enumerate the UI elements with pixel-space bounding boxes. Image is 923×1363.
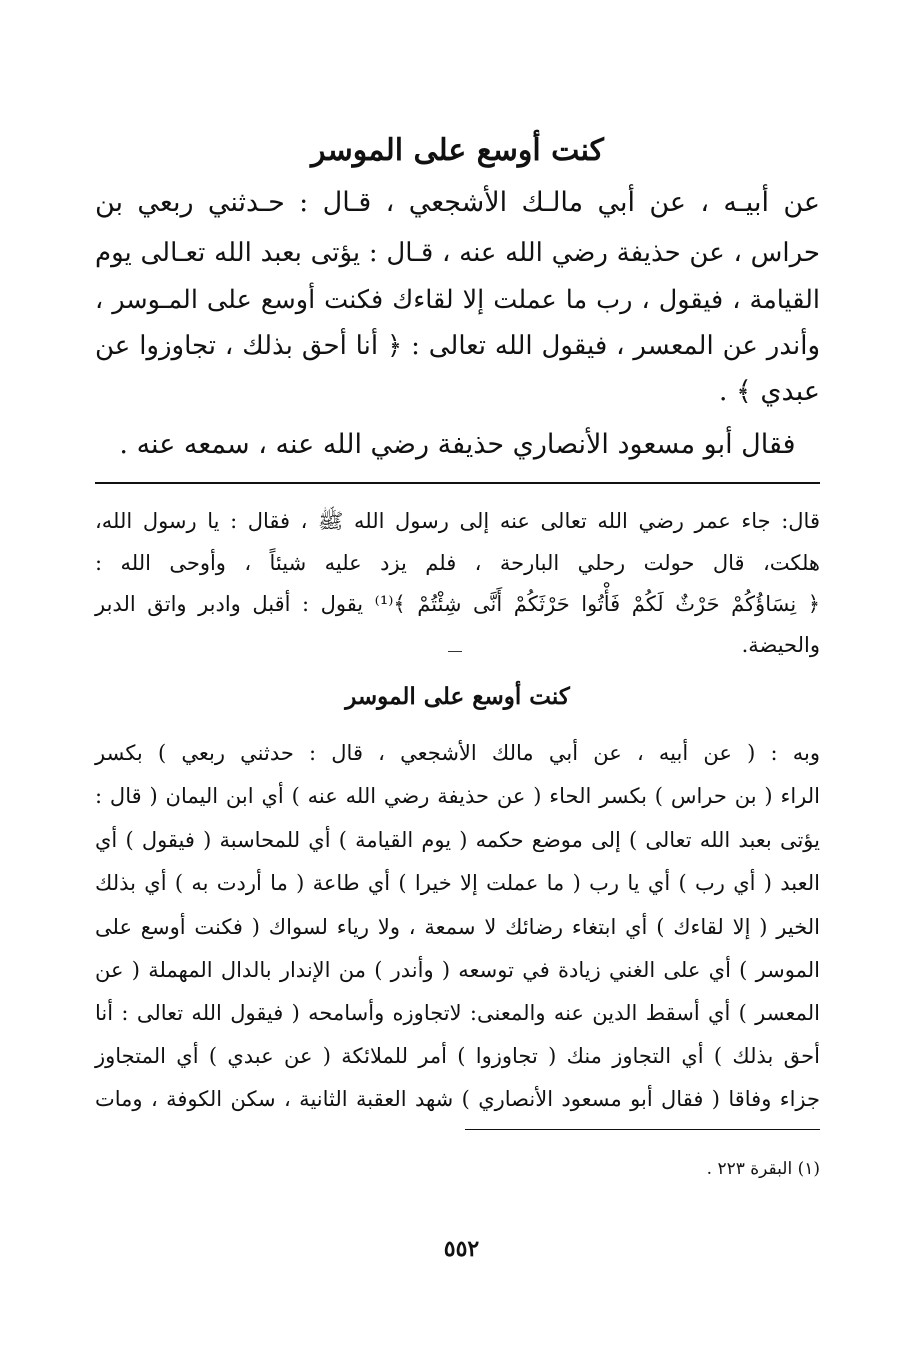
- main-line: حراس ، عن حذيفة رضي الله عنه ، قـال : يؤتى بعبد الله تعـالى يوم: [95, 238, 820, 268]
- section-divider: [95, 482, 820, 484]
- main-line: وأندر عن المعسر ، فيقول الله تعالى : ﴿ أنا أحق بذلك ، تجاوزوا عن: [95, 331, 820, 361]
- commentary-title: كنت أوسع على الموسر: [345, 683, 570, 710]
- commentary-line: وبه : ( عن أبيه ، عن أبي مالك الأشجعي ، قال : حدثني ربعي ) بكسر: [95, 741, 820, 765]
- commentary-line: جزاء وفاقا ( فقال أبو مسعود الأنصاري ) شهد العقبة الثانية ، سكن الكوفة ، ومات: [95, 1087, 820, 1111]
- footnote: (١) البقرة ٢٢٣ .: [706, 1159, 820, 1179]
- commentary-line: العبد ( أي رب ) أي يا رب ( ما عملت إلا خيرا ) أي طاعة ( ما أردت به ) أي بذلك: [95, 871, 820, 895]
- main-line: عبدي ﴾ .: [718, 376, 820, 407]
- main-line: القيامة ، فيقول ، رب ما عملت إلا لقاءك فكنت أوسع على المـوسر ،: [95, 285, 820, 315]
- commentary-line: الراء ( بن حراس ) بكسر الحاء ( عن حذيفة رضي الله عنه ) أي ابن اليمان ( قال :: [95, 784, 820, 808]
- commentary-line: الموسر ) أي على الغني زيادة في توسعه ( وأندر ) من الإندار بالدال المهملة ( عن: [95, 958, 820, 982]
- note-line: قال: جاء عمر رضي الله تعالى عنه إلى رسول الله ﷺ ، فقال : يا رسول الله،: [95, 509, 820, 533]
- main-line: عن أبيـه ، عن أبي مالـك الأشجعي ، قـال : حـدثني ربعي بن: [95, 187, 820, 218]
- main-title: كنت أوسع على الموسر: [311, 133, 604, 168]
- page-number: ٥٥٢: [443, 1236, 480, 1262]
- commentary-line: المعسر ) أي أسقط الدين عنه والمعنى: لاتجاوزه وأسامحه ( فيقول الله تعالى : أنا: [95, 1001, 820, 1025]
- commentary-line: يؤتى بعبد الله تعالى ) إلى موضع حكمه ( يوم القيامة ) أي للمحاسبة ( فيقول ) أي: [95, 828, 820, 852]
- footnote-divider: [465, 1129, 820, 1130]
- commentary-line: الخير ( إلا لقاءك ) أي ابتغاء رضائك لا سمعة ، ولا رياء لسواك ( فكنت أوسع على: [95, 915, 820, 939]
- note-line: والحيضة.: [741, 633, 820, 657]
- note-line: ﴿ نِسَاؤُكُمْ حَرْثٌ لَكُمْ فَأْتُوا حَرْثَكُمْ أَنَّى شِئْتُمْ ﴾⁽¹⁾ يقول : أقبل وادبر واتق الدبر: [95, 592, 820, 616]
- stray-mark: [448, 651, 462, 652]
- commentary-line: أحق بذلك ) أي التجاوز منك ( تجاوزوا ) أمر للملائكة ( عن عبدي ) أي المتجاوز: [95, 1044, 820, 1068]
- note-line: هلكت، قال حولت رحلي البارحة ، فلم يزد عليه شيئاً ، وأوحى الله :: [95, 551, 820, 575]
- closing-statement: فقال أبو مسعود الأنصاري حذيفة رضي الله عنه ، سمعه عنه .: [119, 429, 796, 460]
